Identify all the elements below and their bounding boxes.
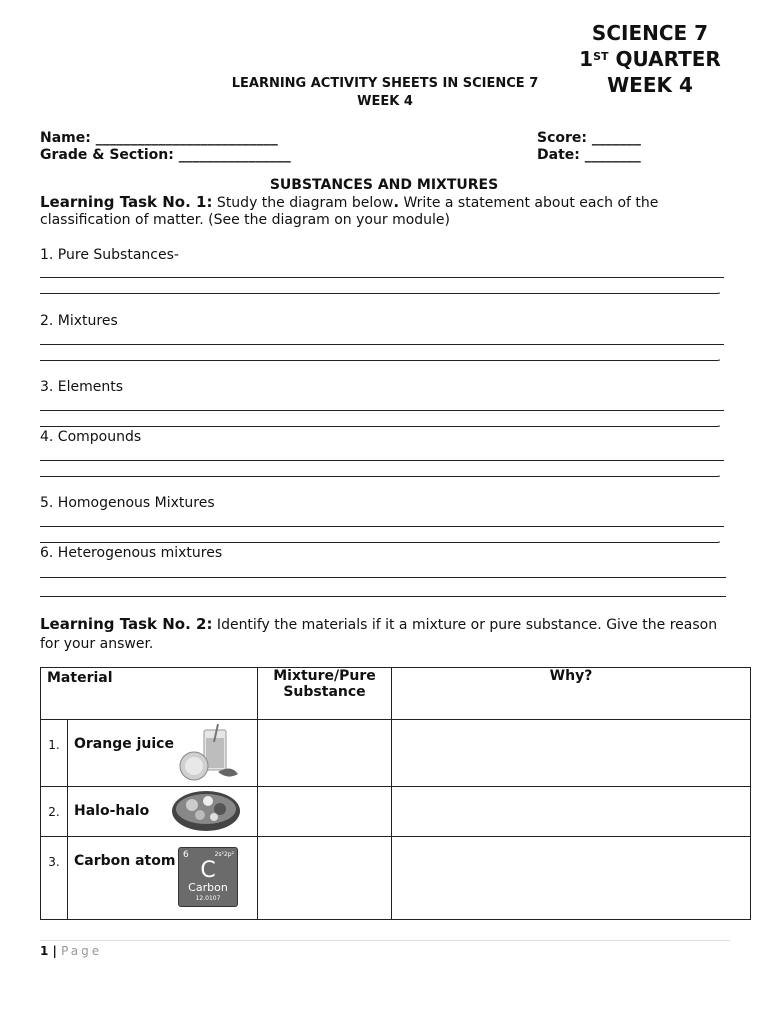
header-material: Material — [41, 668, 258, 720]
week-title: WEEK 4 — [607, 73, 693, 97]
mixture-pure-cell[interactable] — [258, 787, 392, 837]
task2-instructions: Learning Task No. 2: Identify the materials if it a mixture or pure substance. Give the reason for your answer. — [40, 615, 718, 652]
date-field[interactable]: Date: ________ — [537, 147, 641, 163]
answer-line[interactable] — [40, 426, 718, 427]
item-elements: 3. Elements — [40, 379, 124, 395]
row-number: 3. — [41, 837, 68, 920]
name-field[interactable]: Name: __________________________ — [40, 130, 278, 146]
header-why: Why? — [392, 668, 751, 720]
carbon-element-tile: 6 2s²2p² C Carbon 12.0107 — [178, 847, 238, 907]
table-row — [41, 720, 751, 787]
item-mixtures: 2. Mixtures — [40, 313, 118, 329]
answer-line[interactable] — [40, 577, 726, 578]
page-footer: 1 | Page — [40, 944, 103, 958]
task1-instructions: Learning Task No. 1: Study the diagram below. Write a statement about each of the classification of matter. (See the diagram on your module) — [40, 193, 659, 228]
answer-line[interactable] — [40, 360, 718, 361]
material-name: Orange juice — [68, 720, 258, 787]
materials-table — [40, 667, 751, 920]
halo-halo-icon — [170, 789, 242, 835]
row-number: 1. — [41, 720, 68, 787]
item-heterogenous: 6. Heterogenous mixtures — [40, 545, 223, 561]
score-field[interactable]: Score: _______ — [537, 130, 641, 146]
mixture-pure-cell[interactable] — [258, 720, 392, 787]
subject-title: SCIENCE 7 — [591, 21, 709, 45]
mixture-pure-cell[interactable] — [258, 837, 392, 920]
answer-line[interactable] — [40, 277, 724, 278]
answer-line[interactable] — [40, 596, 726, 597]
answer-line[interactable] — [40, 476, 718, 477]
material-name: Carbon atom 6 2s²2p² C Carbon 12.0107 — [68, 837, 258, 920]
answer-line[interactable] — [40, 526, 724, 527]
quarter-title: 1ST QUARTER — [579, 47, 721, 71]
why-cell[interactable] — [392, 720, 751, 787]
table-row — [41, 787, 751, 837]
section-title: SUBSTANCES AND MIXTURES — [269, 177, 499, 193]
why-cell[interactable] — [392, 837, 751, 920]
table-header-row — [41, 668, 751, 720]
answer-line[interactable] — [40, 460, 724, 461]
material-name: Halo-halo — [68, 787, 258, 837]
answer-line[interactable] — [40, 542, 718, 543]
item-pure-substances: 1. Pure Substances- — [40, 247, 179, 263]
why-cell[interactable] — [392, 787, 751, 837]
item-homogenous: 5. Homogenous Mixtures — [40, 495, 215, 511]
answer-line[interactable] — [40, 344, 724, 345]
header-block — [570, 20, 730, 98]
grade-section-field[interactable]: Grade & Section: ________________ — [40, 147, 291, 163]
answer-line[interactable] — [40, 410, 724, 411]
sheet-week: WEEK 4 — [357, 94, 413, 109]
footer-divider — [40, 940, 730, 941]
row-number: 2. — [41, 787, 68, 837]
answer-line[interactable] — [40, 293, 718, 294]
item-compounds: 4. Compounds — [40, 429, 142, 445]
orange-juice-icon — [176, 724, 242, 782]
sheet-title: LEARNING ACTIVITY SHEETS IN SCIENCE 7 — [231, 76, 539, 91]
table-row — [41, 837, 751, 920]
header-mixture-pure: Mixture/Pure Substance — [258, 668, 392, 720]
